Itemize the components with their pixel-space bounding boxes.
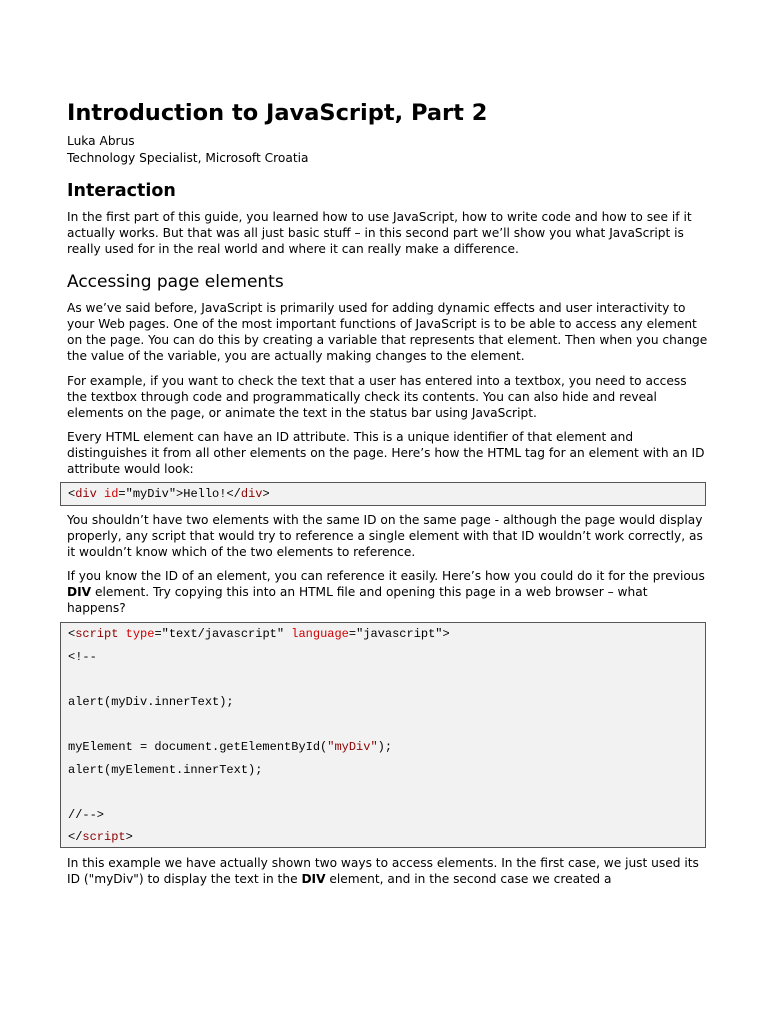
code-line-1: <script type="text/javascript" language="javascript"> (68, 627, 450, 641)
paragraph-accessing-3: Every HTML element can have an ID attribute. This is a unique identifier of that element and distinguishes it from all other elements on the page. Here’s how the HTML tag for an element with an ID attribute would look: (67, 430, 705, 476)
code-line-6: myElement = document.getElementById("myDiv"); (68, 739, 393, 754)
code-block-div (60, 482, 706, 506)
code-line-9: //--> (68, 807, 105, 822)
code-line-3 (68, 668, 698, 691)
code-line-8 (68, 781, 698, 804)
code-line-2: <!-- (68, 649, 97, 664)
author-block (67, 133, 308, 167)
code-line-4: alert(myDiv.innerText); (68, 694, 234, 709)
author-name: Luka Abrus (67, 134, 135, 148)
code-block-script (60, 622, 706, 848)
paragraph-accessing-5: If you know the ID of an element, you can reference it easily. Here’s how you could do it for the previous DIV element. Try copying this into an HTML file and opening this page in a web browser – what happens? (67, 569, 705, 615)
author-role: Technology Specialist, Microsoft Croatia (67, 151, 309, 165)
paragraph-accessing-1: As we’ve said before, JavaScript is primarily used for adding dynamic effects and user interactivity to your Web pages. One of the most important functions of JavaScript is to be able to access any element on the page. You can do this by creating a variable that represents that element. Then when you change the value of the variable, you are actually making changes to the element. (67, 301, 708, 363)
code-line-10: </script> (68, 830, 133, 845)
paragraph-accessing-4: You shouldn’t have two elements with the same ID on the same page - although the page would display properly, any script that would try to reference a single element with that ID wouldn’t work correctly, as it wouldn’t know which of the two elements to reference. (67, 513, 703, 559)
paragraph-interaction: In the first part of this guide, you learned how to use JavaScript, how to write code and how to see if it actually works. But that was all just basic stuff – in this second part we’ll show you what JavaScript is really used for in the real world and where it can really make a difference. (67, 210, 692, 256)
paragraph-accessing-6: In this example we have actually shown two ways to access elements. In the first case, we just used its ID ("myDiv") to display the text in the DIV element, and in the second case we created a (67, 856, 699, 886)
code-line-7: alert(myElement.innerText); (68, 762, 263, 777)
code-line: <div id="myDiv">Hello!</div> (68, 487, 270, 501)
document-title: Introduction to JavaScript, Part 2 (67, 100, 488, 126)
heading-accessing: Accessing page elements (67, 272, 284, 292)
paragraph-accessing-2: For example, if you want to check the text that a user has entered into a textbox, you need to access the textbox through code and programmatically check its contents. You can also hide and reveal elements on the page, or animate the text in the status bar using JavaScript. (67, 374, 687, 420)
heading-interaction: Interaction (67, 181, 176, 201)
code-line-5 (68, 713, 698, 736)
